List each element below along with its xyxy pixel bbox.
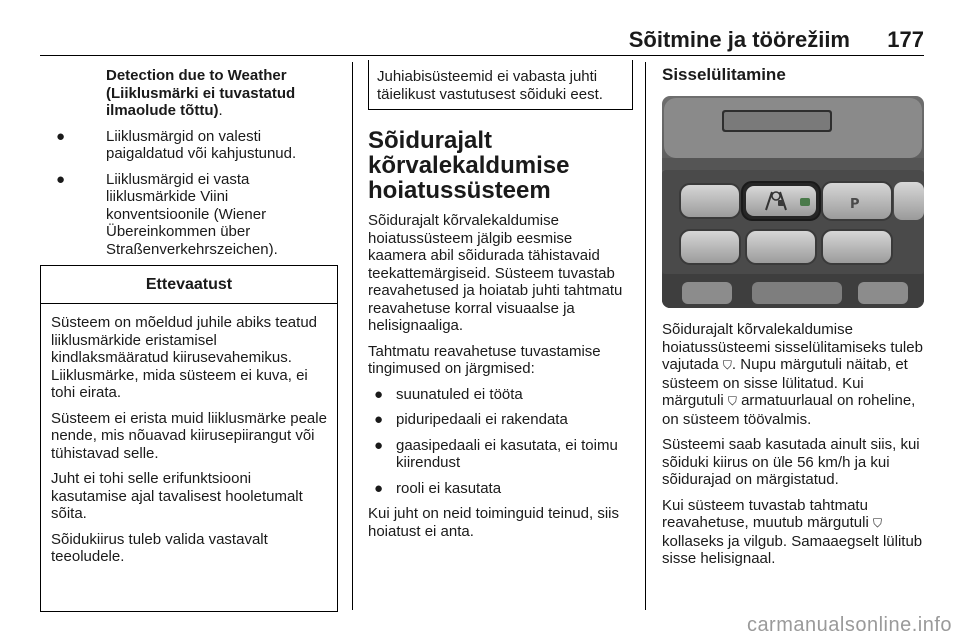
warning-paragraph: Kui süsteem tuvastab tahtmatu reavahetuse, muutub märgutuli ⛉ kollaseks ja vilgub. Samaaegselt lülitub sisse helisignaal. [662,496,923,567]
footer-watermark: carmanualsonline.info [746,614,952,636]
bullet-icon: ● [374,479,384,497]
conditions-intro: Tahtmatu reavahetuse tuvastamise tingimused on järgmised: [368,342,601,377]
header-title: Sõitmine ja töörežiim [628,27,850,52]
note-box [368,60,633,110]
list-item: ● rooli ei kasutata [374,479,502,497]
continued-list-item: Detection due to Weather (Liiklusmärki ei tuvastatud ilmaolude tõttu). [106,67,296,119]
list-item: ● Liiklusmärgid on valesti paigaldatud või kahjustunud. [56,127,297,162]
column-1 [40,67,336,266]
weather-detection-message: Detection due to Weather (Liiklusmärki ei tuvastatud ilmaolude tõttu) [106,67,296,119]
lane-departure-icon: ⛉ [722,358,732,372]
speed-paragraph: Süsteemi saab kasutada ainult siis, kui sõiduki kiirus on üle 56 km/h ja kui sõidurajad on märgistatud. [662,436,920,488]
column-3 [662,321,928,576]
lane-departure-icon: ⛉ [872,516,882,530]
bullet-icon: ● [56,170,66,188]
column-divider-2 [645,62,646,610]
section-title: Sõidurajalt kõrvalekaldumise hoiatussüsteem [368,127,570,204]
bullet-icon: ● [374,411,384,428]
column-2 [368,128,634,548]
parking-button-label: P [850,197,860,212]
column-divider-1 [352,62,353,610]
list-item: ● gaasipedaali ei kasutata, ei toimu kiirendust [374,436,618,471]
activation-paragraph: Sõidurajalt kõrvalekaldumise hoiatussüsteemi sisselülitamiseks tuleb vajutada ⛉. Nupu märgutuli näitab, et süsteem on sisse lülitatud. Kui märgutuli ⛉ armatuurlaual on roheline, on süsteem töövalmis. [662,321,923,428]
subheading: Sisselülitamine [662,65,786,84]
list-item: ● piduripedaali ei rakendata [374,411,568,428]
note-text: Juhiabisüsteemid ei vabasta juhti täielikust vastutusest sõiduki eest. [377,68,603,103]
lane-departure-icon: ⛉ [727,394,737,408]
caution-paragraph: Sõidukiirus tuleb valida vastavalt teeoludele. [51,530,268,565]
caution-paragraph: Juht ei tohi selle erifunktsiooni kasutamise ajal tavalisest hooletumalt sõita. [51,470,303,522]
dashboard-button-photo [662,96,924,308]
bullet-icon: ● [56,127,66,145]
list-item: ● Liiklusmärgid ei vasta liiklusmärkide Viini konventsioonile (Wiener Übereinkommen über Straßenverkehrszeichen). [56,170,278,258]
intro-paragraph: Sõidurajalt kõrvalekaldumise hoiatussüsteem jälgib eesmise kaamera abil sõidurada tähistavaid teekattemärgiseid. Süsteem tuvastab reavahetused ja hoiatab juhti tahtmatu reavahetuse korral visuaalse ja helisignaaliga. [368,212,623,334]
bullet-icon: ● [374,436,384,454]
list-item: ● suunatuled ei tööta [374,385,523,403]
closing-paragraph: Kui juht on neid toiminguid teinud, siis hoiatust ei anta. [368,505,619,540]
caution-paragraph: Süsteem ei erista muid liiklusmärke peale nende, mis nõuavad kiirusepiirangut või tühistavad selle. [51,409,327,462]
caution-title: Ettevaatust [41,266,337,304]
caution-box [40,265,338,612]
bullet-icon: ● [374,385,384,403]
caution-body [41,304,337,566]
caution-paragraph: Süsteem on mõeldud juhile abiks teatud liiklusmärkide eristamisel kindlaksmääratud kiirusevahemikus. Liiklusmärke, mida süsteem ei kuva, ei tohi eirata. [51,314,318,401]
page-number: 177 [887,27,924,52]
header-rule [40,55,924,56]
